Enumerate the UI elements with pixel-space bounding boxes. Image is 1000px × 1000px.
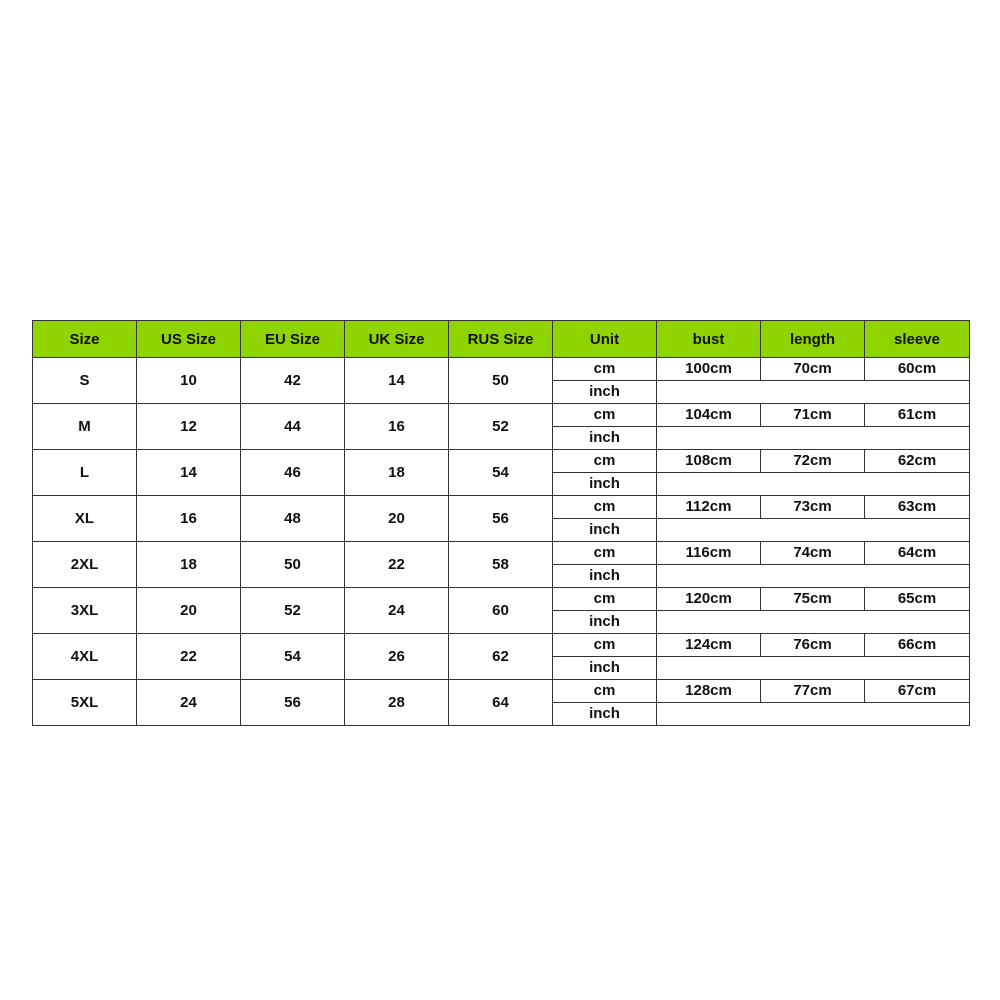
inch-values-blank — [657, 427, 970, 450]
unit-cm-cell: cm — [553, 496, 657, 519]
uk-size-cell: 18 — [345, 450, 449, 496]
bust-cell: 108cm — [657, 450, 761, 473]
unit-cm-cell: cm — [553, 542, 657, 565]
rus-size-cell: 64 — [449, 680, 553, 726]
size-chart-table — [32, 320, 970, 726]
sleeve-cell: 63cm — [865, 496, 970, 519]
length-cell: 77cm — [761, 680, 865, 703]
header-uk-size: UK Size — [345, 321, 449, 358]
size-chart-body — [33, 358, 970, 726]
length-cell: 76cm — [761, 634, 865, 657]
rus-size-cell: 62 — [449, 634, 553, 680]
header-size: Size — [33, 321, 137, 358]
inch-values-blank — [657, 703, 970, 726]
sleeve-cell: 66cm — [865, 634, 970, 657]
sleeve-cell: 64cm — [865, 542, 970, 565]
eu-size-cell: 56 — [241, 680, 345, 726]
bust-cell: 116cm — [657, 542, 761, 565]
us-size-cell: 12 — [137, 404, 241, 450]
length-cell: 73cm — [761, 496, 865, 519]
eu-size-cell: 54 — [241, 634, 345, 680]
unit-cm-cell: cm — [553, 680, 657, 703]
length-cell: 71cm — [761, 404, 865, 427]
us-size-cell: 18 — [137, 542, 241, 588]
size-cell: M — [33, 404, 137, 450]
sleeve-cell: 60cm — [865, 358, 970, 381]
uk-size-cell: 16 — [345, 404, 449, 450]
inch-values-blank — [657, 519, 970, 542]
us-size-cell: 16 — [137, 496, 241, 542]
rus-size-cell: 54 — [449, 450, 553, 496]
uk-size-cell: 22 — [345, 542, 449, 588]
table-row — [33, 634, 970, 657]
us-size-cell: 22 — [137, 634, 241, 680]
header-sleeve: sleeve — [865, 321, 970, 358]
us-size-cell: 20 — [137, 588, 241, 634]
size-cell: S — [33, 358, 137, 404]
sleeve-cell: 65cm — [865, 588, 970, 611]
bust-cell: 128cm — [657, 680, 761, 703]
uk-size-cell: 20 — [345, 496, 449, 542]
size-cell: 2XL — [33, 542, 137, 588]
bust-cell: 104cm — [657, 404, 761, 427]
header-length: length — [761, 321, 865, 358]
us-size-cell: 24 — [137, 680, 241, 726]
table-row — [33, 404, 970, 427]
sleeve-cell: 67cm — [865, 680, 970, 703]
uk-size-cell: 14 — [345, 358, 449, 404]
unit-inch-cell: inch — [553, 473, 657, 496]
inch-values-blank — [657, 565, 970, 588]
size-cell: L — [33, 450, 137, 496]
size-cell: 3XL — [33, 588, 137, 634]
header-rus-size: RUS Size — [449, 321, 553, 358]
bust-cell: 120cm — [657, 588, 761, 611]
unit-cm-cell: cm — [553, 450, 657, 473]
unit-inch-cell: inch — [553, 657, 657, 680]
rus-size-cell: 60 — [449, 588, 553, 634]
unit-cm-cell: cm — [553, 634, 657, 657]
inch-values-blank — [657, 381, 970, 404]
unit-cm-cell: cm — [553, 358, 657, 381]
bust-cell: 112cm — [657, 496, 761, 519]
uk-size-cell: 28 — [345, 680, 449, 726]
inch-values-blank — [657, 611, 970, 634]
eu-size-cell: 50 — [241, 542, 345, 588]
unit-inch-cell: inch — [553, 427, 657, 450]
unit-inch-cell: inch — [553, 611, 657, 634]
table-row — [33, 496, 970, 519]
eu-size-cell: 48 — [241, 496, 345, 542]
eu-size-cell: 42 — [241, 358, 345, 404]
uk-size-cell: 24 — [345, 588, 449, 634]
table-header-row — [33, 321, 970, 358]
unit-inch-cell: inch — [553, 519, 657, 542]
header-bust: bust — [657, 321, 761, 358]
rus-size-cell: 56 — [449, 496, 553, 542]
header-us-size: US Size — [137, 321, 241, 358]
length-cell: 75cm — [761, 588, 865, 611]
bust-cell: 100cm — [657, 358, 761, 381]
unit-inch-cell: inch — [553, 565, 657, 588]
table-row — [33, 680, 970, 703]
header-eu-size: EU Size — [241, 321, 345, 358]
length-cell: 74cm — [761, 542, 865, 565]
size-cell: 4XL — [33, 634, 137, 680]
unit-cm-cell: cm — [553, 588, 657, 611]
rus-size-cell: 52 — [449, 404, 553, 450]
size-cell: XL — [33, 496, 137, 542]
us-size-cell: 10 — [137, 358, 241, 404]
table-row — [33, 450, 970, 473]
size-cell: 5XL — [33, 680, 137, 726]
inch-values-blank — [657, 473, 970, 496]
header-unit: Unit — [553, 321, 657, 358]
eu-size-cell: 52 — [241, 588, 345, 634]
table-row — [33, 588, 970, 611]
unit-cm-cell: cm — [553, 404, 657, 427]
rus-size-cell: 58 — [449, 542, 553, 588]
table-row — [33, 542, 970, 565]
us-size-cell: 14 — [137, 450, 241, 496]
table-row — [33, 358, 970, 381]
sleeve-cell: 61cm — [865, 404, 970, 427]
bust-cell: 124cm — [657, 634, 761, 657]
eu-size-cell: 44 — [241, 404, 345, 450]
rus-size-cell: 50 — [449, 358, 553, 404]
eu-size-cell: 46 — [241, 450, 345, 496]
length-cell: 72cm — [761, 450, 865, 473]
unit-inch-cell: inch — [553, 703, 657, 726]
sleeve-cell: 62cm — [865, 450, 970, 473]
unit-inch-cell: inch — [553, 381, 657, 404]
length-cell: 70cm — [761, 358, 865, 381]
uk-size-cell: 26 — [345, 634, 449, 680]
inch-values-blank — [657, 657, 970, 680]
